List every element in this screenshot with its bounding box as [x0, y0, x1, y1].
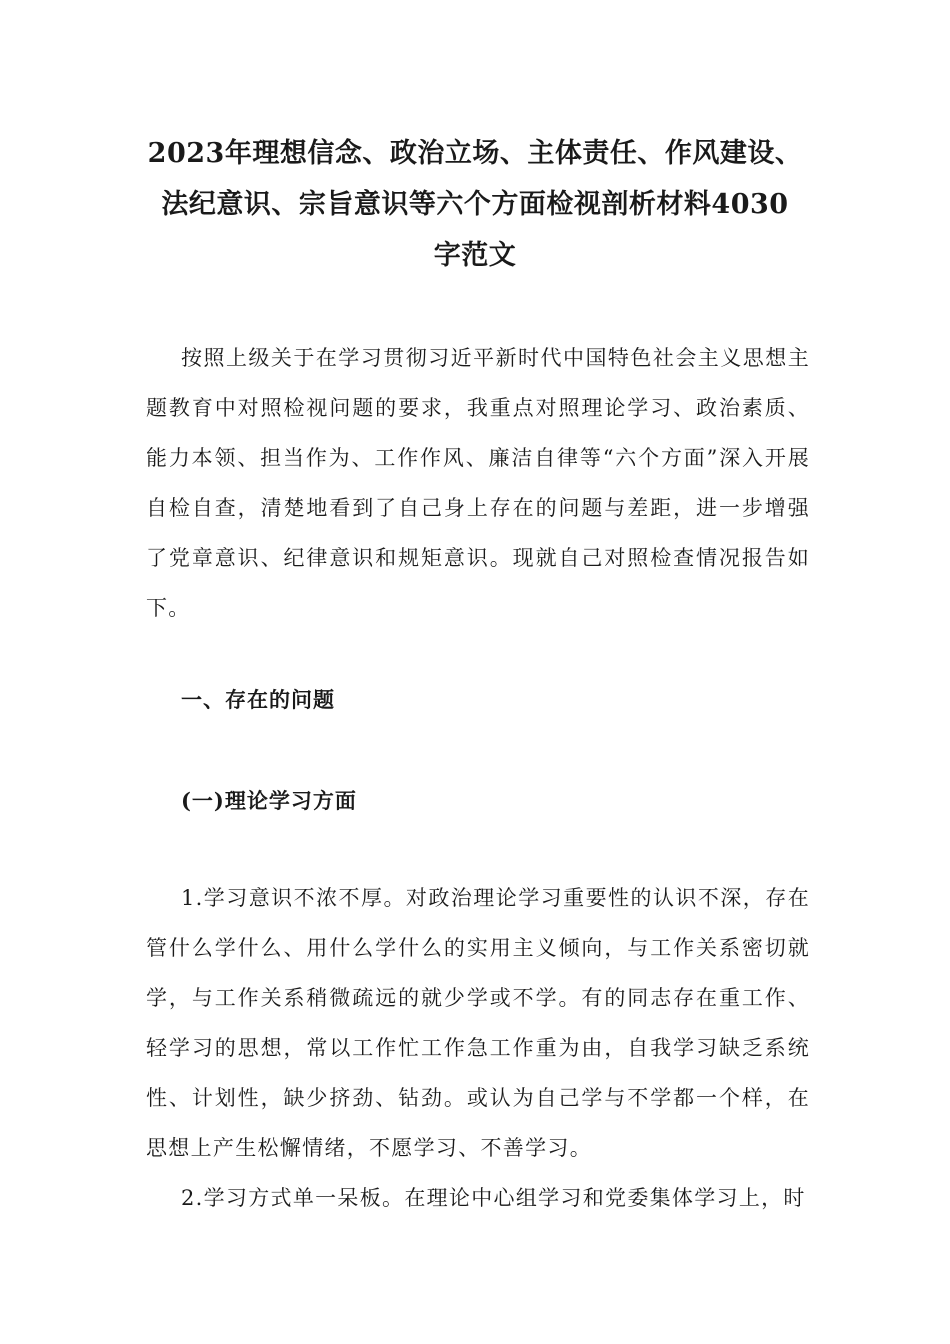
- document-title: [140, 128, 810, 281]
- subsection-heading-theory-study: (一)理论学习方面: [181, 788, 357, 813]
- section-heading-problems: 一、存在的问题: [181, 687, 335, 712]
- paragraph-item-1: 1.学习意识不浓不厚。对政治理论学习重要性的认识不深，存在管什么学什么、用什么学什么的实用主义倾向，与工作关系密切就学，与工作关系稍微疏远的就少学或不学。有的同志存在重工作、轻学习的思想，常以工作忙工作急工作重为由，自我学习缺乏系统性、计划性，缺少挤劲、钻劲。或认为自己学与不学都一个样，在思想上产生松懈情绪，不愿学习、不善学习。: [146, 886, 810, 1160]
- paragraph-item-2: 2.学习方式单一呆板。在理论中心组学习和党委集体学习上，时: [181, 1186, 806, 1210]
- title-line-1: 2023年理想信念、政治立场、主体责任、作风建设、: [147, 138, 803, 169]
- title-line-2: 法纪意识、宗旨意识等六个方面检视剖析材料4030: [161, 189, 789, 220]
- title-line-3: 字范文: [433, 240, 517, 271]
- intro-paragraph: 按照上级关于在学习贯彻习近平新时代中国特色社会主义思想主题教育中对照检视问题的要求，我重点对照理论学习、政治素质、能力本领、担当作为、工作作风、廉洁自律等“六个方面”深入开展自检自查，清楚地看到了自己身上存在的问题与差距，进一步增强了党章意识、纪律意识和规矩意识。现就自己对照检查情况报告如下。: [146, 346, 810, 620]
